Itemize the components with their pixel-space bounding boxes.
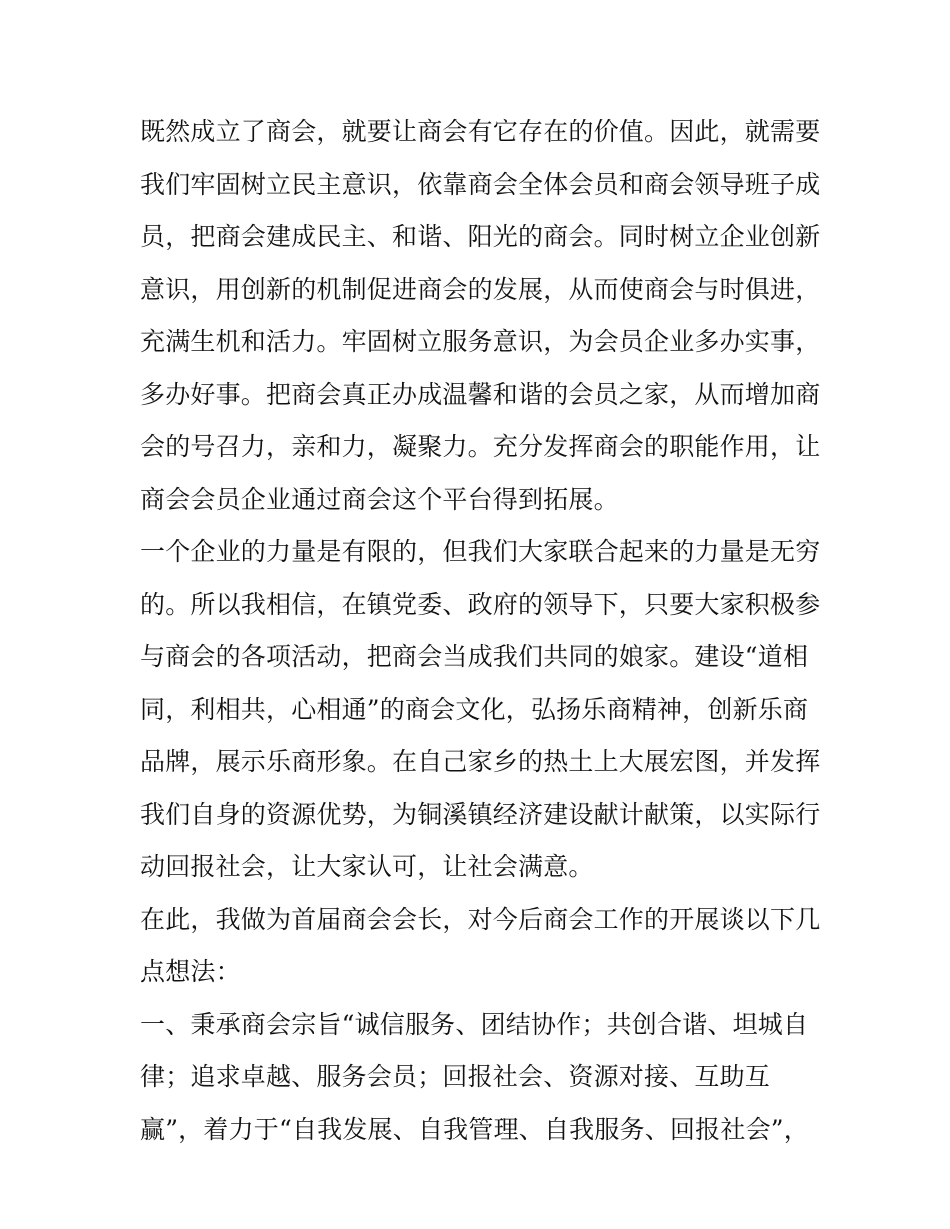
text-line: 员，把商会建成民主、和谐、阳光的商会。同时树立企业创新 (140, 222, 820, 251)
text-line: 意识，用创新的机制促进商会的发展，从而使商会与时俱进， (140, 274, 820, 304)
body-text (140, 106, 820, 1156)
text-line: 既然成立了商会，就要让商会有它存在的价值。因此，就需要 (140, 117, 820, 146)
text-line: 商会会员企业通过商会这个平台得到拓展。 (140, 484, 619, 514)
text-line: 一个企业的力量是有限的，但我们大家联合起来的力量是无穷 (140, 537, 820, 566)
text-line: 的。所以我相信，在镇党委、政府的领导下，只要大家积极参 (140, 589, 820, 619)
text-line: 我们牢固树立民主意识，依靠商会全体会员和商会领导班子成 (140, 169, 820, 199)
text-line: 多办好事。把商会真正办成温馨和谐的会员之家，从而增加商 (140, 379, 820, 409)
text-line: 点想法： (140, 957, 241, 986)
text-line: 会的号召力，亲和力，凝聚力。充分发挥商会的职能作用，让 (140, 432, 820, 461)
text-line: 在此，我做为首届商会会长，对今后商会工作的开展谈以下几 (140, 904, 820, 934)
text-line: 品牌，展示乐商形象。在自己家乡的热土上大展宏图，并发挥 (140, 747, 820, 776)
text-line: 同，利相共，心相通”的商会文化，弘扬乐商精神，创新乐商 (140, 694, 809, 724)
text-line: 赢”，着力于“自我发展、自我管理、自我服务、回报社会”， (140, 1114, 809, 1144)
text-line: 充满生机和活力。牢固树立服务意识，为会员企业多办实事， (140, 327, 820, 356)
text-line: 律；追求卓越、服务会员；回报社会、资源对接、互助互 (140, 1062, 771, 1091)
text-line: 我们自身的资源优势，为铜溪镇经济建设献计献策，以实际行 (140, 799, 820, 829)
text-line: 与商会的各项活动，把商会当成我们共同的娘家。建设“道相 (140, 642, 809, 671)
text-line: 一、秉承商会宗旨“诚信服务、团结协作；共创合谐、坦城自 (140, 1009, 809, 1039)
text-line: 动回报社会，让大家认可，让社会满意。 (140, 852, 594, 881)
